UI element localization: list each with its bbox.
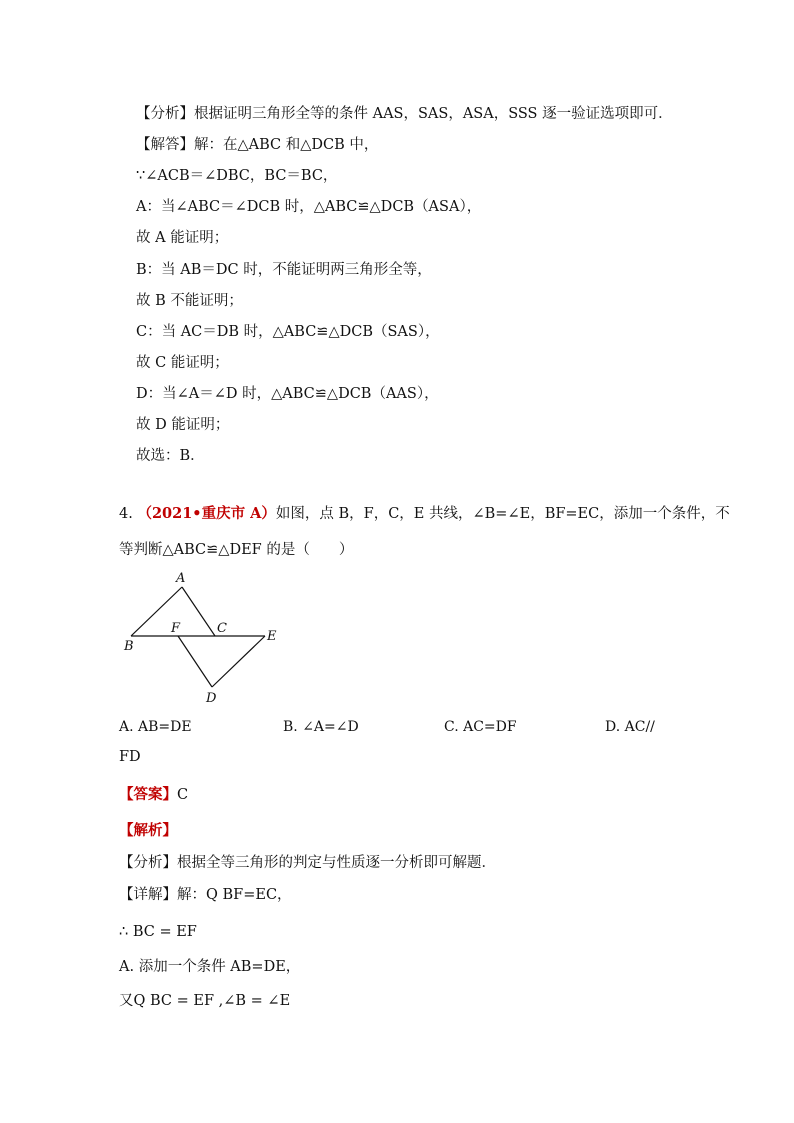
final-choice-line: 故选：B． <box>136 448 205 464</box>
answer-line <box>119 785 188 805</box>
segment-fd <box>178 636 212 687</box>
explanation-label: 【解析】 <box>119 822 177 839</box>
explanation-line: ∴ BC = EF <box>119 924 197 940</box>
solution-line: B：当 AB＝DC 时，不能证明两三角形全等， <box>136 262 432 278</box>
explanation-line: A. 添加一个条件 AB=DE， <box>119 959 301 975</box>
question-number: 4. <box>119 506 133 522</box>
answer-value: C <box>177 787 189 803</box>
option-c: C. AC=DF <box>444 719 517 735</box>
answer-label: 【答案】 <box>119 786 177 803</box>
label-e: E <box>267 629 277 644</box>
label-b: B <box>124 639 134 654</box>
option-b: B. ∠A=∠D <box>283 719 359 735</box>
solution-line: D：当∠A＝∠D 时，△ABC≌△DCB（AAS）， <box>136 386 439 402</box>
segment-de <box>212 636 265 687</box>
label-c: C <box>217 621 227 636</box>
question-4-stem-cont: 等判断△ABC≌△DEF 的是（ ） <box>119 542 354 558</box>
segment-ac <box>182 587 215 636</box>
option-d: D. AC// <box>605 719 655 735</box>
solution-line: C：当 AC＝DB 时，△ABC≌△DCB（SAS）， <box>136 324 440 340</box>
option-a: A. AB=DE <box>119 719 192 735</box>
label-f: F <box>171 621 181 636</box>
solution-line: 故 A 能证明； <box>136 230 229 246</box>
label-a: A <box>176 571 186 586</box>
solution-line: 故 B 不能证明； <box>136 293 243 309</box>
solution-line: 故 D 能证明； <box>136 417 230 433</box>
solution-line: ∵∠ACB＝∠DBC，BC＝BC， <box>136 168 338 184</box>
solution-line: 故 C 能证明； <box>136 355 229 371</box>
analysis-line: 【分析】根据证明三角形全等的条件 AAS，SAS，ASA，SSS 逐一验证选项即可． <box>136 106 673 122</box>
solution-line: 【解答】解：在△ABC 和△DCB 中， <box>136 137 379 153</box>
option-d-cont: FD <box>119 749 141 765</box>
geometry-figure <box>115 566 295 706</box>
explanation-line: 又Q BC = EF ,∠B = ∠E <box>119 993 291 1009</box>
question-source: （2021•重庆市 A） <box>137 505 276 522</box>
explanation-line: 【详解】解：Q BF=EC， <box>119 887 292 903</box>
explanation-line: 【分析】根据全等三角形的判定与性质逐一分析即可解题． <box>119 855 496 871</box>
solution-line: A：当∠ABC＝∠DCB 时，△ABC≌△DCB（ASA）， <box>136 199 482 215</box>
label-d: D <box>206 691 217 706</box>
question-4-stem <box>119 504 730 524</box>
question-text: 如图，点 B，F，C，E 共线，∠B=∠E，BF=EC，添加一个条件，不 <box>275 506 730 522</box>
